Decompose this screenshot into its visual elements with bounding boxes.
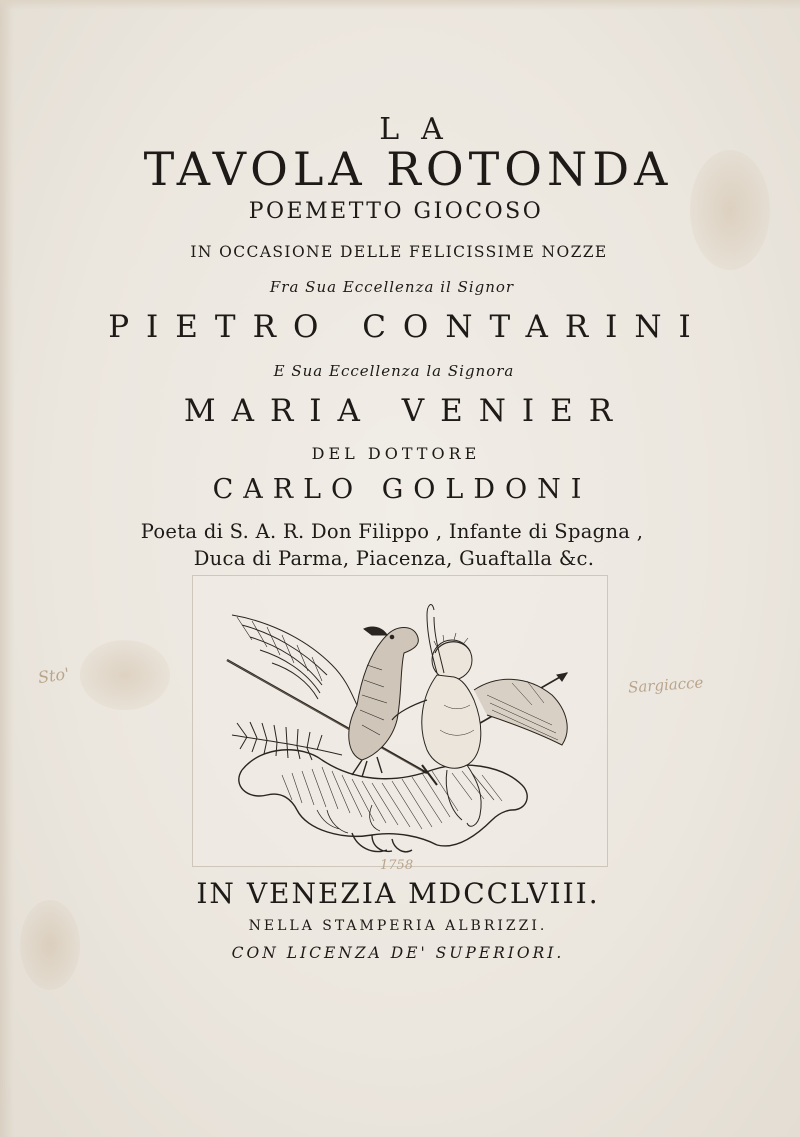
author-role-line-1: Poeta di S. A. R. Don Filippo , Infante di Spagna ,: [140, 520, 644, 543]
date-annotation: 1758: [380, 858, 414, 873]
imprint-place-year: IN VENEZIA MDCCLVIII.: [196, 877, 600, 910]
margin-annotation-left: Sto': [36, 663, 71, 688]
page-top-shadow: [0, 0, 800, 10]
title-article: LA: [379, 112, 465, 147]
cartouche-hatching: [282, 767, 502, 829]
engraved-vignette: [222, 595, 582, 860]
license-line: CON LICENZA DE' SUPERIORI.: [231, 944, 565, 962]
palm-frond: [232, 722, 342, 760]
margin-annotation-right: Sargiacce: [627, 673, 704, 697]
between-line: Fra Sua Eccellenza il Signor: [269, 278, 515, 296]
printer-line: NELLA STAMPERIA ALBRIZZI.: [248, 918, 548, 934]
occasion-line: IN OCCASIONE DELLE FELICISSIME NOZZE: [190, 243, 608, 261]
by-line: DEL DOTTORE: [311, 444, 481, 463]
author-name: CARLO GOLDONI: [212, 474, 592, 505]
groom-name: PIETRO CONTARINI: [108, 309, 708, 345]
foxing-stain: [80, 640, 170, 710]
book-title: TAVOLA ROTONDA: [143, 142, 673, 196]
subtitle: POEMETTO GIOCOSO: [248, 199, 544, 224]
and-line: E Sua Eccellenza la Signora: [273, 362, 515, 380]
bride-name: MARIA VENIER: [183, 393, 629, 429]
author-role-line-2: Duca di Parma, Piacenza, Guaftalla &c.: [193, 547, 595, 570]
